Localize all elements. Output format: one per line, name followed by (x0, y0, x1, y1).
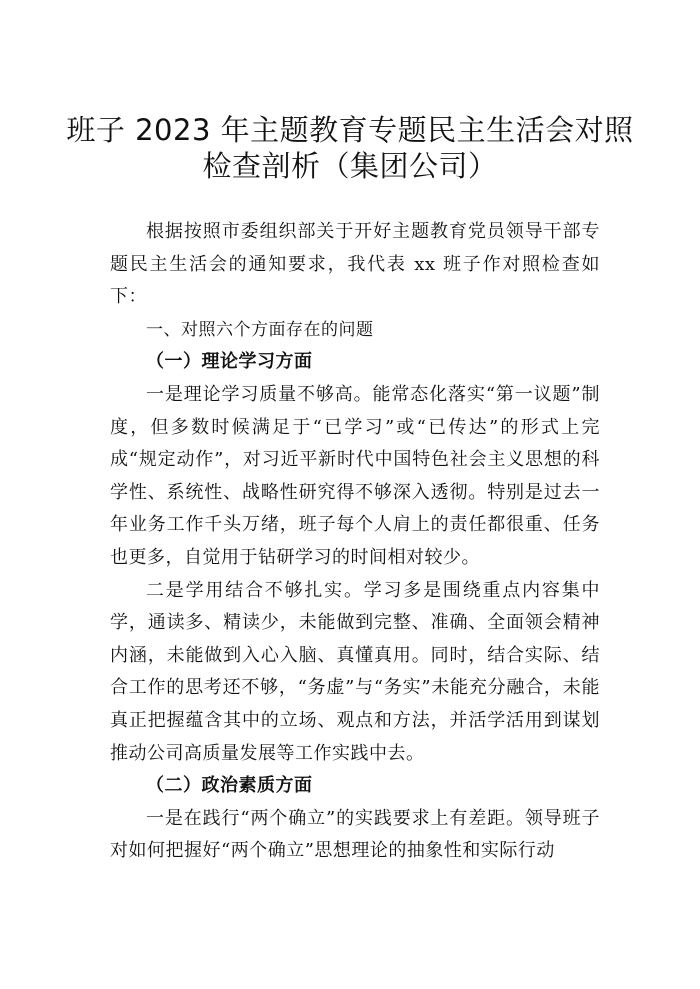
paragraph-theory-2: 二是学用结合不够扎实。学习多是围绕重点内容集中学，通读多、精读少，未能做到完整、准确、全面领会精神内涵，未能做到入心入脑、真懂真用。同时，结合实际、结合工作的思考还不够，“务虚”与“务实”未能充分融合，未能真正把握蕴含其中的立场、观点和方法，并活学活用到谋划推动公司高质量发展等工作实践中去。 (110, 579, 600, 764)
subsection-heading-theory: （一）理论学习方面 (146, 351, 313, 373)
paragraph-political-1: 一是在践行“两个确立”的实践要求上有差距。领导班子对如何把握好“两个确立”思想理论的抽象性和实际行动 (110, 807, 600, 862)
title-line-2: 检查剖析（集团公司） (202, 149, 498, 183)
document-body (110, 216, 600, 868)
paragraph-theory-1: 一是理论学习质量不够高。能常态化落实“第一议题”制度，但多数时候满足于“已学习”或“已传达”的形式上完成“规定动作”，对习近平新时代中国特色社会主义思想的科学性、系统性、战略性研究得不够深入透彻。特别是过去一年业务工作千头万绪，班子每个人肩上的责任都很重、任务也更多，自觉用于钻研学习的时间相对较少。 (110, 383, 600, 568)
intro-paragraph: 根据按照市委组织部关于开好主题教育党员领导干部专题民主生活会的通知要求，我代表 xx 班子作对照检查如下： (110, 221, 600, 308)
section-heading-1: 一、对照六个方面存在的问题 (146, 319, 374, 340)
subsection-heading-political: （二）政治素质方面 (146, 775, 313, 797)
document-title (40, 112, 660, 184)
title-line-1: 班子 2023 年主题教育专题民主生活会对照 (66, 113, 634, 147)
